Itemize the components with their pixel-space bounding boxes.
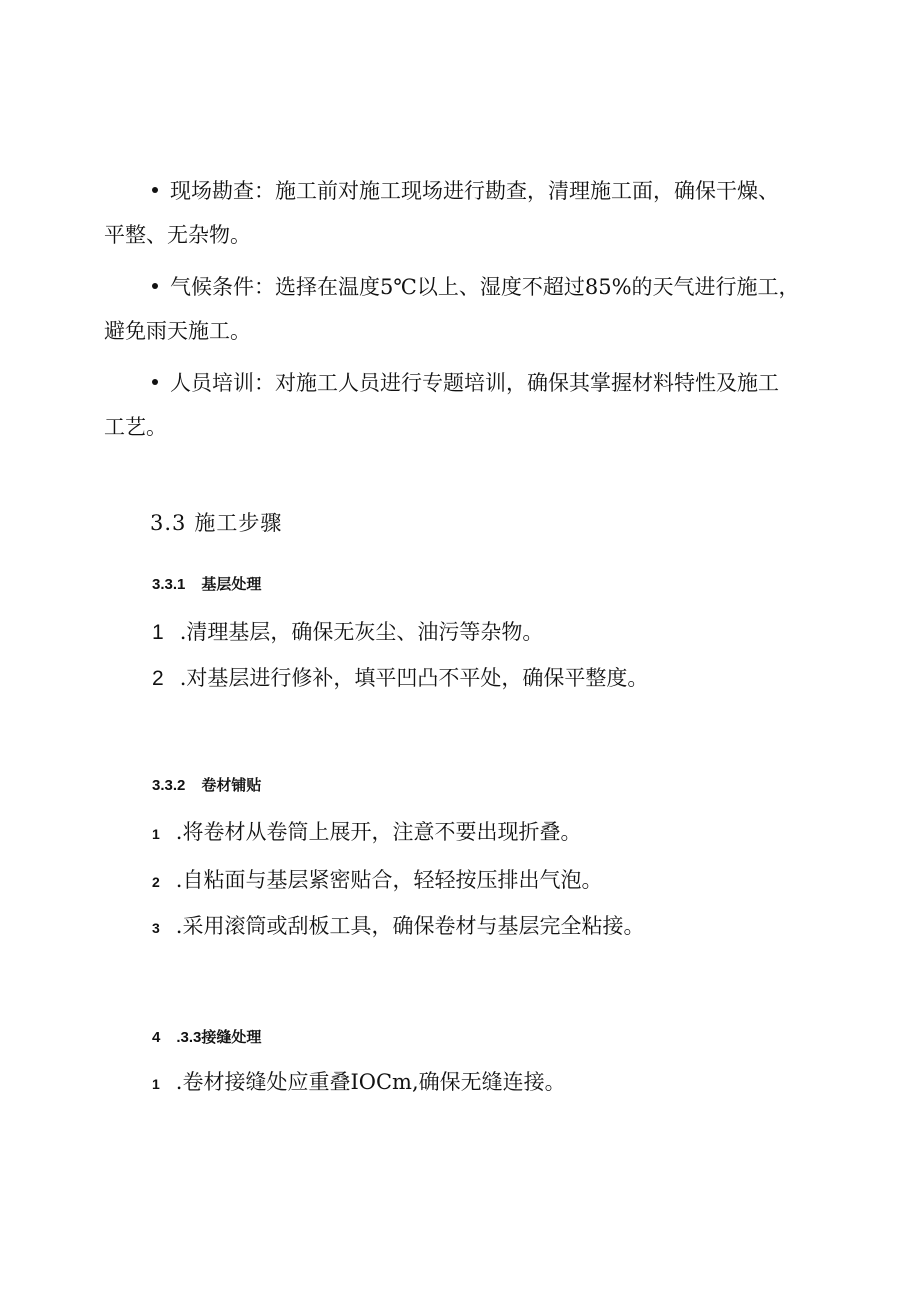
step-number: 1	[152, 621, 164, 644]
bullet-text: 现场勘查：施工前对施工现场进行勘查，清理施工面，确保干燥、	[170, 179, 779, 203]
bullet-item-weather	[152, 274, 800, 300]
subsection-number: 3.3.1	[152, 576, 186, 593]
section-title: 施工步骤	[194, 511, 283, 535]
subsection-title: 卷材铺贴	[201, 777, 262, 794]
subsection-number: 3.3.2	[152, 777, 186, 794]
step-number: 2	[152, 667, 164, 690]
subsection-title: 基层处理	[201, 576, 262, 593]
step-item	[152, 913, 644, 941]
step-text: .对基层进行修补，填平凹凸不平处，确保平整度。	[179, 666, 649, 690]
subsection-prefix: 4	[152, 1029, 161, 1046]
bullet-item-site-survey	[152, 178, 779, 204]
subsection-title: .3.3接缝处理	[176, 1029, 262, 1046]
bullet-text: 人员培训：对施工人员进行专题培训，确保其掌握材料特性及施工	[170, 371, 779, 395]
bullet-continuation: 平整、无杂物。	[104, 223, 251, 247]
step-number: 3	[152, 920, 160, 936]
step-text: .清理基层，确保无灰尘、油污等杂物。	[179, 620, 544, 644]
section-number: 3.3	[150, 511, 187, 535]
step-text: .采用滚筒或刮板工具，确保卷材与基层完全粘接。	[175, 914, 645, 938]
step-number: 1	[152, 1076, 160, 1092]
step-number: 1	[152, 826, 160, 842]
bullet-continuation: 工艺。	[104, 415, 167, 439]
subsection-heading-base-treatment	[152, 575, 261, 595]
step-item	[152, 619, 543, 646]
section-heading	[150, 510, 282, 536]
step-item	[152, 819, 581, 847]
bullet-item-training	[152, 370, 779, 396]
step-text: .卷材接缝处应重叠IOCm,确保无缝连接。	[175, 1070, 566, 1094]
bullet-continuation: 避免雨天施工。	[104, 319, 251, 343]
subsection-heading-seam-treatment	[152, 1028, 261, 1048]
step-number: 2	[152, 874, 160, 890]
step-item	[152, 867, 602, 895]
bullet-icon	[152, 283, 158, 289]
subsection-heading-membrane-laying	[152, 776, 261, 796]
step-item	[152, 665, 648, 692]
step-item	[152, 1069, 566, 1097]
bullet-text: 气候条件：选择在温度5℃以上、湿度不超过85%的天气进行施工，	[170, 275, 800, 299]
bullet-icon	[152, 379, 158, 385]
step-text: .将卷材从卷筒上展开，注意不要出现折叠。	[175, 820, 582, 844]
step-text: .自粘面与基层紧密贴合，轻轻按压排出气泡。	[175, 868, 603, 892]
bullet-icon	[152, 187, 158, 193]
